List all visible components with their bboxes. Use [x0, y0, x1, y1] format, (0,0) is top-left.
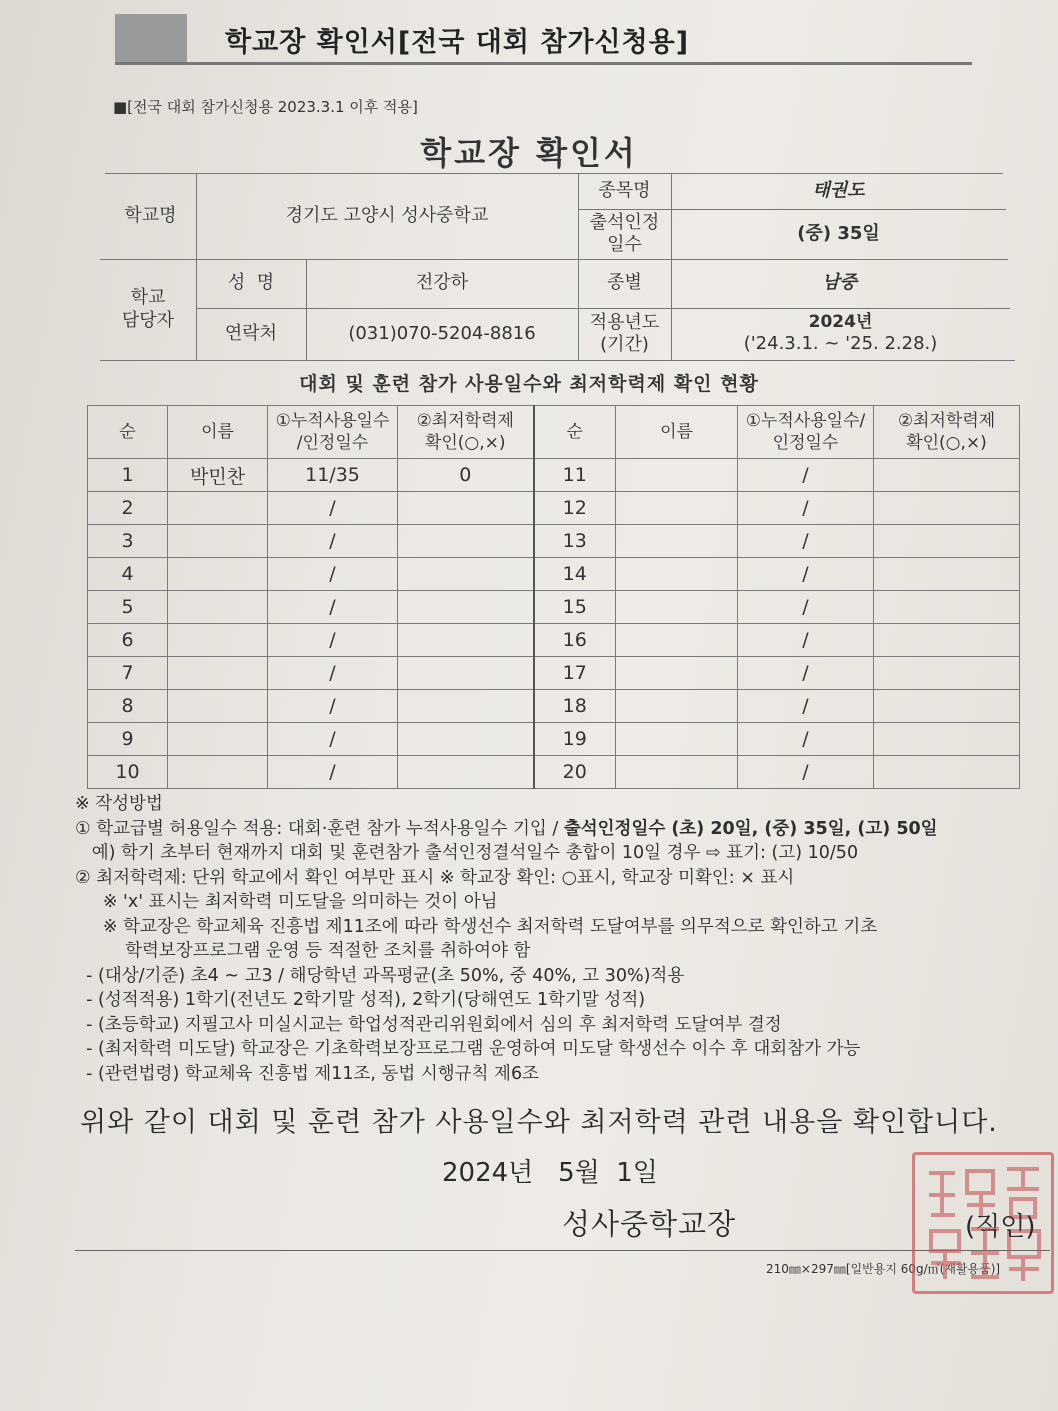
table-cell: 2 [88, 492, 168, 525]
table-header-row [88, 406, 1020, 459]
table-cell: / [738, 459, 874, 492]
days-value: (중) 35일 [797, 222, 880, 244]
table-cell: 17 [534, 657, 616, 690]
table-cell: 13 [534, 525, 616, 558]
note-1-bold: 출석인정일수 (초) 20일, (중) 35일, (고) 50일 [563, 818, 938, 839]
table-cell [398, 492, 534, 525]
table-cell: / [268, 690, 398, 723]
table-cell: / [738, 723, 874, 756]
table-cell [168, 690, 268, 723]
year-cell [671, 308, 1010, 360]
table-cell: 8 [88, 690, 168, 723]
table-cell [616, 591, 738, 624]
table-cell [616, 624, 738, 657]
table-cell: 18 [534, 690, 616, 723]
days-label: 출석인정 일수 [589, 211, 660, 255]
type-value: 남중 [822, 272, 857, 294]
table-cell [874, 723, 1020, 756]
table-cell: / [738, 492, 874, 525]
table-cell [874, 591, 1020, 624]
note-2: 예) 학기 초부터 현재까지 대회 및 훈련참가 출석인정결석일수 총합이 10일 경우 ⇨ 표기: (고) 10/50 [75, 843, 859, 863]
document-title: 학교장 확인서 [420, 134, 638, 172]
table-cell: 9 [88, 723, 168, 756]
table-cell: / [268, 624, 398, 657]
table-row [88, 690, 1020, 723]
issue-date: 2024년 5월 1일 [442, 1158, 658, 1188]
table-row [88, 756, 1020, 789]
school-label: 학교명 [124, 204, 177, 226]
table-cell [874, 624, 1020, 657]
note-3: ② 최저학력제: 단위 학교에서 확인 여부만 표시 ※ 학교장 확인: ○표시, 학교장 미확인: × 표시 [75, 867, 795, 888]
table-cell [616, 558, 738, 591]
name-label: 성 명 [227, 272, 275, 294]
table-row [88, 558, 1020, 591]
table-cell: / [738, 690, 874, 723]
table-cell: 15 [534, 591, 616, 624]
table-cell [398, 525, 534, 558]
table-cell: 0 [398, 459, 534, 492]
note-1 [75, 817, 1050, 842]
table-cell [616, 756, 738, 789]
table-header-cell: ①누적사용일수 /인정일수 [268, 406, 398, 459]
table-cell [168, 723, 268, 756]
table-cell [168, 591, 268, 624]
info-line-bottom [100, 360, 1015, 361]
table-cell: 12 [534, 492, 616, 525]
table-cell [398, 657, 534, 690]
table-cell: / [268, 723, 398, 756]
contact-value: (031)070-5204-8816 [348, 322, 536, 344]
table-cell: 3 [88, 525, 168, 558]
table-cell [398, 558, 534, 591]
table-row [88, 657, 1020, 690]
section-title: 대회 및 훈련 참가 사용일수와 최저학력제 확인 현황 [299, 373, 759, 395]
table-cell [168, 558, 268, 591]
table-header-cell: 순 [534, 406, 616, 459]
table-header-cell: 이름 [168, 406, 268, 459]
table-row [88, 459, 1020, 492]
table-cell: / [268, 657, 398, 690]
table-cell [398, 723, 534, 756]
note-7: - (대상/기준) 초4 ~ 고3 / 해당학년 과목평균(초 50%, 중 40%, 고 30%)적용 [75, 965, 685, 986]
paper-spec-footer: 210㎜×297㎜[일반용지 60g/㎡(재활용품)] [766, 1262, 1001, 1276]
table-cell: 20 [534, 756, 616, 789]
table-cell: / [738, 525, 874, 558]
note-9: - (초등학교) 지필고사 미실시교는 학업성적관리위원회에서 심의 후 최저학력 도달여부 결정 [75, 1014, 782, 1035]
table-cell [616, 690, 738, 723]
year-value: 2024년 [808, 312, 873, 333]
table-cell: / [738, 657, 874, 690]
header-gray-block [115, 14, 187, 64]
table-cell [874, 657, 1020, 690]
table-cell: 7 [88, 657, 168, 690]
table-header-cell: 이름 [616, 406, 738, 459]
table-cell [616, 525, 738, 558]
table-cell [874, 690, 1020, 723]
table-cell [398, 591, 534, 624]
table-cell [874, 558, 1020, 591]
table-cell [874, 459, 1020, 492]
notes-heading: ※ 작성방법 [75, 794, 163, 814]
table-cell: / [268, 756, 398, 789]
table-cell: 10 [88, 756, 168, 789]
table-cell: / [268, 558, 398, 591]
table-cell [398, 690, 534, 723]
table-cell: 16 [534, 624, 616, 657]
table-cell [168, 756, 268, 789]
table-cell: 11/35 [268, 459, 398, 492]
table-cell: 박민찬 [168, 459, 268, 492]
table-cell [398, 624, 534, 657]
table-header-cell: ②최저학력제 확인(○,×) [874, 406, 1020, 459]
table-cell: / [268, 591, 398, 624]
table-cell: / [738, 558, 874, 591]
table-cell: 11 [534, 459, 616, 492]
table-cell [616, 657, 738, 690]
seal-label: (직인) [965, 1212, 1036, 1242]
table-cell: 6 [88, 624, 168, 657]
note-11: - (관련법령) 학교체육 진흥법 제11조, 동법 시행규칙 제6조 [75, 1063, 540, 1084]
principal-title: 성사중학교장 [562, 1207, 737, 1241]
note-1-text: ① 학교급별 허용일수 적용: 대회·훈련 참가 누적사용일수 기입 / [75, 818, 564, 839]
writing-notes [75, 792, 1050, 1086]
name-value: 전강하 [415, 272, 469, 294]
table-cell: / [268, 525, 398, 558]
table-cell [616, 492, 738, 525]
table-header-cell: ①누적사용일수/ 인정일수 [738, 406, 874, 459]
table-cell [616, 723, 738, 756]
table-cell: / [738, 624, 874, 657]
form-subnote: ■[전국 대회 참가신청용 2023.3.1 이후 적용] [113, 98, 418, 116]
table-cell: 4 [88, 558, 168, 591]
table-cell: / [738, 756, 874, 789]
school-value: 경기도 고양시 성사중학교 [285, 204, 489, 226]
table-cell [168, 492, 268, 525]
year-period: ('24.3.1. ~ '25. 2.28.) [743, 333, 938, 355]
manager-label: 학교 담당자 [121, 287, 175, 331]
note-5: ※ 학교장은 학교체육 진흥법 제11조에 따라 학생선수 최저학력 도달여부를 의무적으로 확인하고 기초 [75, 916, 878, 937]
table-cell [874, 756, 1020, 789]
table-row [88, 624, 1020, 657]
table-cell [616, 459, 738, 492]
usage-table [87, 405, 1020, 789]
table-cell: 19 [534, 723, 616, 756]
table-cell: 1 [88, 459, 168, 492]
table-cell [874, 525, 1020, 558]
sport-label: 종목명 [598, 179, 651, 201]
table-cell: / [268, 492, 398, 525]
year-label: 적용년도 (기간) [589, 311, 660, 355]
table-cell [168, 624, 268, 657]
header-rule [115, 62, 972, 65]
table-row [88, 723, 1020, 756]
table-cell [398, 756, 534, 789]
sport-value: 태권도 [812, 179, 865, 201]
table-row [88, 492, 1020, 525]
note-10: - (최저학력 미도달) 학교장은 기초학력보장프로그램 운영하여 미도달 학생선수 이수 후 대회참가 가능 [75, 1039, 861, 1059]
note-4: ※ 'x' 표시는 최저학력 미도달을 의미하는 것이 아님 [75, 892, 498, 912]
table-header-cell: ②최저학력제 확인(○,×) [398, 406, 534, 459]
table-cell [168, 657, 268, 690]
table-cell [168, 525, 268, 558]
note-8: - (성적적용) 1학기(전년도 2학기말 성적), 2학기(당해연도 1학기말 성적) [75, 990, 646, 1010]
confirmation-statement: 위와 같이 대회 및 훈련 참가 사용일수와 최저학력 관련 내용을 확인합니다. [80, 1107, 998, 1138]
bottom-rule [75, 1250, 1050, 1251]
table-cell [874, 492, 1020, 525]
header-title: 학교장 확인서[전국 대회 참가신청용] [225, 27, 690, 58]
type-label: 종별 [607, 272, 642, 294]
table-header-cell: 순 [88, 406, 168, 459]
contact-label: 연락처 [224, 322, 278, 344]
note-6: 학력보장프로그램 운영 등 적절한 조치를 취하여야 함 [75, 941, 531, 961]
table-cell: 14 [534, 558, 616, 591]
table-row [88, 591, 1020, 624]
table-row [88, 525, 1020, 558]
table-cell: / [738, 591, 874, 624]
table-cell: 5 [88, 591, 168, 624]
